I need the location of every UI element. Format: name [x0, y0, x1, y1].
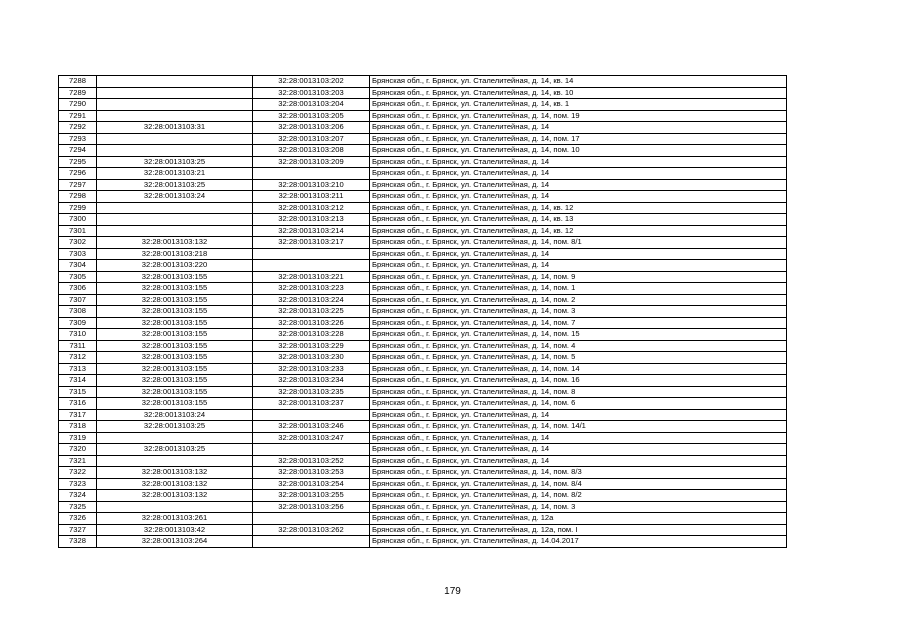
address-cell: Брянская обл., г. Брянск, ул. Сталелитейная, д. 14 [370, 248, 787, 260]
table-row [59, 156, 787, 168]
object-cadastral-number-cell: 32:28:0013103:247 [253, 432, 370, 444]
row-number-cell: 7323 [59, 478, 97, 490]
row-number-cell: 7294 [59, 145, 97, 157]
address-cell: Брянская обл., г. Брянск, ул. Сталелитейная, д. 14, пом. 9 [370, 271, 787, 283]
object-cadastral-number-cell: 32:28:0013103:224 [253, 294, 370, 306]
object-cadastral-number-cell [253, 409, 370, 421]
table-row [59, 306, 787, 318]
table-row [59, 432, 787, 444]
object-cadastral-number-cell: 32:28:0013103:202 [253, 76, 370, 88]
land-cadastral-number-cell: 32:28:0013103:155 [97, 317, 253, 329]
row-number-cell: 7327 [59, 524, 97, 536]
table-row [59, 260, 787, 272]
row-number-cell: 7324 [59, 490, 97, 502]
object-cadastral-number-cell: 32:28:0013103:223 [253, 283, 370, 295]
land-cadastral-number-cell [97, 225, 253, 237]
land-cadastral-number-cell: 32:28:0013103:155 [97, 340, 253, 352]
table-body [59, 76, 787, 548]
object-cadastral-number-cell [253, 536, 370, 548]
object-cadastral-number-cell: 32:28:0013103:209 [253, 156, 370, 168]
row-number-cell: 7297 [59, 179, 97, 191]
address-cell: Брянская обл., г. Брянск, ул. Сталелитейная, д. 14, пом. 3 [370, 306, 787, 318]
table-row [59, 467, 787, 479]
object-cadastral-number-cell: 32:28:0013103:230 [253, 352, 370, 364]
row-number-cell: 7288 [59, 76, 97, 88]
table-row [59, 352, 787, 364]
land-cadastral-number-cell: 32:28:0013103:25 [97, 179, 253, 191]
address-cell: Брянская обл., г. Брянск, ул. Сталелитейная, д. 14 [370, 409, 787, 421]
object-cadastral-number-cell: 32:28:0013103:246 [253, 421, 370, 433]
row-number-cell: 7291 [59, 110, 97, 122]
address-cell: Брянская обл., г. Брянск, ул. Сталелитейная, д. 14, кв. 12 [370, 202, 787, 214]
row-number-cell: 7301 [59, 225, 97, 237]
table-row [59, 317, 787, 329]
table-row [59, 76, 787, 88]
table-row [59, 87, 787, 99]
object-cadastral-number-cell: 32:28:0013103:229 [253, 340, 370, 352]
registry-table [58, 75, 787, 548]
address-cell: Брянская обл., г. Брянск, ул. Сталелитейная, д. 14 [370, 432, 787, 444]
object-cadastral-number-cell: 32:28:0013103:254 [253, 478, 370, 490]
row-number-cell: 7303 [59, 248, 97, 260]
object-cadastral-number-cell: 32:28:0013103:237 [253, 398, 370, 410]
land-cadastral-number-cell: 32:28:0013103:261 [97, 513, 253, 525]
object-cadastral-number-cell: 32:28:0013103:235 [253, 386, 370, 398]
row-number-cell: 7314 [59, 375, 97, 387]
row-number-cell: 7305 [59, 271, 97, 283]
object-cadastral-number-cell: 32:28:0013103:210 [253, 179, 370, 191]
object-cadastral-number-cell: 32:28:0013103:212 [253, 202, 370, 214]
address-cell: Брянская обл., г. Брянск, ул. Сталелитейная, д. 14 [370, 156, 787, 168]
address-cell: Брянская обл., г. Брянск, ул. Сталелитейная, д. 14, пом. 2 [370, 294, 787, 306]
land-cadastral-number-cell [97, 455, 253, 467]
address-cell: Брянская обл., г. Брянск, ул. Сталелитейная, д. 14 [370, 122, 787, 134]
object-cadastral-number-cell: 32:28:0013103:253 [253, 467, 370, 479]
land-cadastral-number-cell [97, 110, 253, 122]
land-cadastral-number-cell [97, 202, 253, 214]
table-row [59, 168, 787, 180]
address-cell: Брянская обл., г. Брянск, ул. Сталелитейная, д. 14 [370, 260, 787, 272]
object-cadastral-number-cell: 32:28:0013103:234 [253, 375, 370, 387]
land-cadastral-number-cell: 32:28:0013103:21 [97, 168, 253, 180]
address-cell: Брянская обл., г. Брянск, ул. Сталелитейная, д. 14, кв. 13 [370, 214, 787, 226]
table-row [59, 478, 787, 490]
address-cell: Брянская обл., г. Брянск, ул. Сталелитейная, д. 14, пом. 1 [370, 283, 787, 295]
row-number-cell: 7320 [59, 444, 97, 456]
land-cadastral-number-cell: 32:28:0013103:155 [97, 386, 253, 398]
table-row [59, 513, 787, 525]
row-number-cell: 7299 [59, 202, 97, 214]
land-cadastral-number-cell: 32:28:0013103:155 [97, 294, 253, 306]
object-cadastral-number-cell: 32:28:0013103:256 [253, 501, 370, 513]
address-cell: Брянская обл., г. Брянск, ул. Сталелитейная, д. 14, пом. 7 [370, 317, 787, 329]
address-cell: Брянская обл., г. Брянск, ул. Сталелитейная, д. 14, пом. 17 [370, 133, 787, 145]
table-row [59, 340, 787, 352]
object-cadastral-number-cell: 32:28:0013103:252 [253, 455, 370, 467]
address-cell: Брянская обл., г. Брянск, ул. Сталелитейная, д. 14, кв. 1 [370, 99, 787, 111]
land-cadastral-number-cell: 32:28:0013103:25 [97, 444, 253, 456]
address-cell: Брянская обл., г. Брянск, ул. Сталелитейная, д. 12а [370, 513, 787, 525]
row-number-cell: 7328 [59, 536, 97, 548]
row-number-cell: 7295 [59, 156, 97, 168]
land-cadastral-number-cell [97, 99, 253, 111]
row-number-cell: 7306 [59, 283, 97, 295]
row-number-cell: 7310 [59, 329, 97, 341]
table-row [59, 145, 787, 157]
address-cell: Брянская обл., г. Брянск, ул. Сталелитейная, д. 14, пом. 8/2 [370, 490, 787, 502]
object-cadastral-number-cell: 32:28:0013103:203 [253, 87, 370, 99]
table-row [59, 501, 787, 513]
land-cadastral-number-cell: 32:28:0013103:132 [97, 237, 253, 249]
object-cadastral-number-cell [253, 260, 370, 272]
row-number-cell: 7321 [59, 455, 97, 467]
row-number-cell: 7300 [59, 214, 97, 226]
address-cell: Брянская обл., г. Брянск, ул. Сталелитейная, д. 14, пом. 4 [370, 340, 787, 352]
land-cadastral-number-cell: 32:28:0013103:132 [97, 467, 253, 479]
object-cadastral-number-cell: 32:28:0013103:262 [253, 524, 370, 536]
object-cadastral-number-cell [253, 248, 370, 260]
address-cell: Брянская обл., г. Брянск, ул. Сталелитейная, д. 14, пом. 14/1 [370, 421, 787, 433]
land-cadastral-number-cell: 32:28:0013103:220 [97, 260, 253, 272]
table-row [59, 133, 787, 145]
row-number-cell: 7312 [59, 352, 97, 364]
land-cadastral-number-cell: 32:28:0013103:155 [97, 398, 253, 410]
address-cell: Брянская обл., г. Брянск, ул. Сталелитейная, д. 14, пом. 14 [370, 363, 787, 375]
row-number-cell: 7322 [59, 467, 97, 479]
table-row [59, 248, 787, 260]
table-row [59, 536, 787, 548]
row-number-cell: 7319 [59, 432, 97, 444]
row-number-cell: 7325 [59, 501, 97, 513]
table-row [59, 524, 787, 536]
land-cadastral-number-cell: 32:28:0013103:24 [97, 409, 253, 421]
table-row [59, 237, 787, 249]
row-number-cell: 7307 [59, 294, 97, 306]
address-cell: Брянская обл., г. Брянск, ул. Сталелитейная, д. 14, кв. 10 [370, 87, 787, 99]
object-cadastral-number-cell: 32:28:0013103:206 [253, 122, 370, 134]
table-row [59, 214, 787, 226]
table-row [59, 444, 787, 456]
land-cadastral-number-cell: 32:28:0013103:42 [97, 524, 253, 536]
address-cell: Брянская обл., г. Брянск, ул. Сталелитейная, д. 14, пом. 16 [370, 375, 787, 387]
land-cadastral-number-cell: 32:28:0013103:25 [97, 156, 253, 168]
row-number-cell: 7302 [59, 237, 97, 249]
land-cadastral-number-cell: 32:28:0013103:155 [97, 271, 253, 283]
table-row [59, 179, 787, 191]
object-cadastral-number-cell: 32:28:0013103:226 [253, 317, 370, 329]
row-number-cell: 7289 [59, 87, 97, 99]
row-number-cell: 7317 [59, 409, 97, 421]
land-cadastral-number-cell: 32:28:0013103:155 [97, 283, 253, 295]
address-cell: Брянская обл., г. Брянск, ул. Сталелитейная, д. 14, пом. 8 [370, 386, 787, 398]
object-cadastral-number-cell: 32:28:0013103:207 [253, 133, 370, 145]
object-cadastral-number-cell: 32:28:0013103:255 [253, 490, 370, 502]
table-row [59, 398, 787, 410]
table-row [59, 225, 787, 237]
land-cadastral-number-cell [97, 76, 253, 88]
land-cadastral-number-cell: 32:28:0013103:264 [97, 536, 253, 548]
land-cadastral-number-cell: 32:28:0013103:155 [97, 375, 253, 387]
table-row [59, 386, 787, 398]
address-cell: Брянская обл., г. Брянск, ул. Сталелитейная, д. 14, пом. 6 [370, 398, 787, 410]
row-number-cell: 7326 [59, 513, 97, 525]
table-row [59, 191, 787, 203]
row-number-cell: 7313 [59, 363, 97, 375]
address-cell: Брянская обл., г. Брянск, ул. Сталелитейная, д. 14, пом. 5 [370, 352, 787, 364]
object-cadastral-number-cell [253, 168, 370, 180]
address-cell: Брянская обл., г. Брянск, ул. Сталелитейная, д. 14 [370, 179, 787, 191]
table-row [59, 110, 787, 122]
object-cadastral-number-cell: 32:28:0013103:228 [253, 329, 370, 341]
row-number-cell: 7318 [59, 421, 97, 433]
address-cell: Брянская обл., г. Брянск, ул. Сталелитейная, д. 12а, пом. I [370, 524, 787, 536]
row-number-cell: 7316 [59, 398, 97, 410]
object-cadastral-number-cell [253, 513, 370, 525]
land-cadastral-number-cell: 32:28:0013103:132 [97, 490, 253, 502]
row-number-cell: 7296 [59, 168, 97, 180]
object-cadastral-number-cell: 32:28:0013103:217 [253, 237, 370, 249]
table-row [59, 375, 787, 387]
object-cadastral-number-cell: 32:28:0013103:205 [253, 110, 370, 122]
land-cadastral-number-cell: 32:28:0013103:31 [97, 122, 253, 134]
object-cadastral-number-cell: 32:28:0013103:214 [253, 225, 370, 237]
object-cadastral-number-cell: 32:28:0013103:225 [253, 306, 370, 318]
address-cell: Брянская обл., г. Брянск, ул. Сталелитейная, д. 14, пом. 8/1 [370, 237, 787, 249]
land-cadastral-number-cell: 32:28:0013103:155 [97, 352, 253, 364]
object-cadastral-number-cell: 32:28:0013103:233 [253, 363, 370, 375]
table-row [59, 122, 787, 134]
address-cell: Брянская обл., г. Брянск, ул. Сталелитейная, д. 14, пом. 8/3 [370, 467, 787, 479]
table-row [59, 283, 787, 295]
table-row [59, 363, 787, 375]
table-row [59, 329, 787, 341]
land-cadastral-number-cell: 32:28:0013103:218 [97, 248, 253, 260]
table-row [59, 271, 787, 283]
address-cell: Брянская обл., г. Брянск, ул. Сталелитейная, д. 14, пом. 15 [370, 329, 787, 341]
address-cell: Брянская обл., г. Брянск, ул. Сталелитейная, д. 14, кв. 12 [370, 225, 787, 237]
row-number-cell: 7293 [59, 133, 97, 145]
row-number-cell: 7308 [59, 306, 97, 318]
object-cadastral-number-cell: 32:28:0013103:211 [253, 191, 370, 203]
address-cell: Брянская обл., г. Брянск, ул. Сталелитейная, д. 14, пом. 3 [370, 501, 787, 513]
row-number-cell: 7290 [59, 99, 97, 111]
land-cadastral-number-cell [97, 145, 253, 157]
table-row [59, 490, 787, 502]
land-cadastral-number-cell: 32:28:0013103:24 [97, 191, 253, 203]
object-cadastral-number-cell: 32:28:0013103:221 [253, 271, 370, 283]
address-cell: Брянская обл., г. Брянск, ул. Сталелитейная, д. 14, пом. 10 [370, 145, 787, 157]
row-number-cell: 7315 [59, 386, 97, 398]
object-cadastral-number-cell: 32:28:0013103:213 [253, 214, 370, 226]
address-cell: Брянская обл., г. Брянск, ул. Сталелитейная, д. 14 [370, 191, 787, 203]
table-row [59, 99, 787, 111]
address-cell: Брянская обл., г. Брянск, ул. Сталелитейная, д. 14 [370, 444, 787, 456]
land-cadastral-number-cell [97, 501, 253, 513]
row-number-cell: 7304 [59, 260, 97, 272]
row-number-cell: 7309 [59, 317, 97, 329]
address-cell: Брянская обл., г. Брянск, ул. Сталелитейная, д. 14, пом. 8/4 [370, 478, 787, 490]
table-row [59, 294, 787, 306]
land-cadastral-number-cell [97, 133, 253, 145]
row-number-cell: 7298 [59, 191, 97, 203]
land-cadastral-number-cell: 32:28:0013103:155 [97, 363, 253, 375]
object-cadastral-number-cell: 32:28:0013103:204 [253, 99, 370, 111]
page-number: 179 [444, 586, 461, 597]
object-cadastral-number-cell: 32:28:0013103:208 [253, 145, 370, 157]
table-row [59, 455, 787, 467]
address-cell: Брянская обл., г. Брянск, ул. Сталелитейная, д. 14, кв. 14 [370, 76, 787, 88]
land-cadastral-number-cell [97, 432, 253, 444]
row-number-cell: 7292 [59, 122, 97, 134]
table-row [59, 202, 787, 214]
land-cadastral-number-cell: 32:28:0013103:155 [97, 329, 253, 341]
object-cadastral-number-cell [253, 444, 370, 456]
table-row [59, 409, 787, 421]
row-number-cell: 7311 [59, 340, 97, 352]
address-cell: Брянская обл., г. Брянск, ул. Сталелитейная, д. 14 [370, 168, 787, 180]
land-cadastral-number-cell [97, 87, 253, 99]
land-cadastral-number-cell: 32:28:0013103:25 [97, 421, 253, 433]
table-row [59, 421, 787, 433]
land-cadastral-number-cell: 32:28:0013103:132 [97, 478, 253, 490]
address-cell: Брянская обл., г. Брянск, ул. Сталелитейная, д. 14 [370, 455, 787, 467]
address-cell: Брянская обл., г. Брянск, ул. Сталелитейная, д. 14, пом. 19 [370, 110, 787, 122]
land-cadastral-number-cell: 32:28:0013103:155 [97, 306, 253, 318]
address-cell: Брянская обл., г. Брянск, ул. Сталелитейная, д. 14.04.2017 [370, 536, 787, 548]
land-cadastral-number-cell [97, 214, 253, 226]
